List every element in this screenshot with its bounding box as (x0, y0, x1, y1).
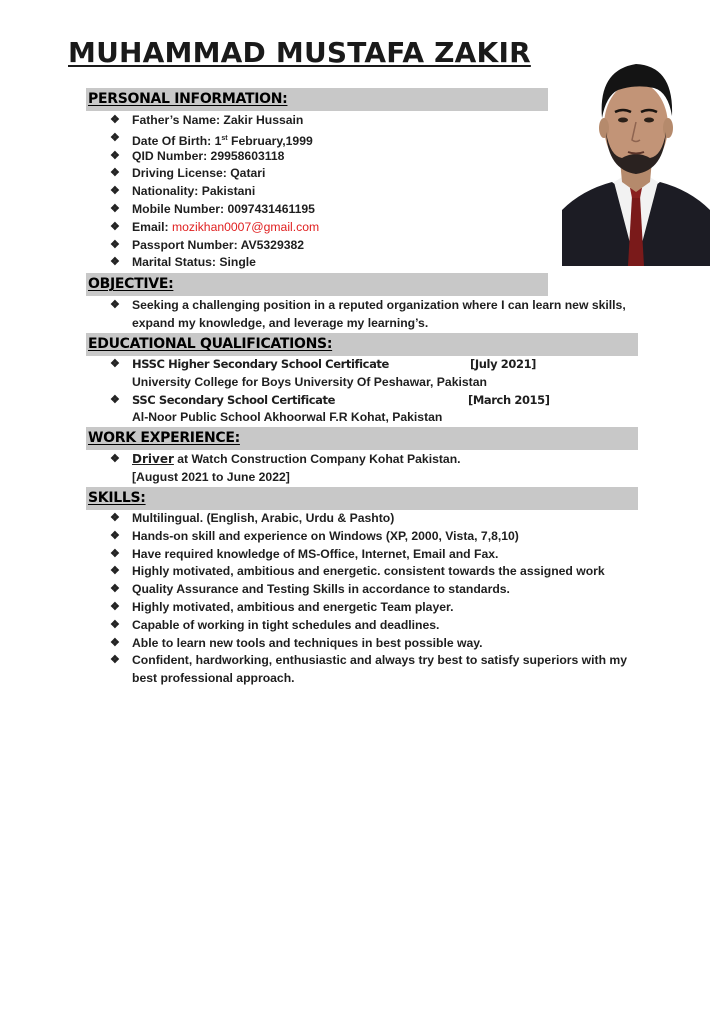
date-of-birth-suffix: st (221, 134, 228, 142)
skill-text: Highly motivated, ambitious and energetic Team player. (132, 599, 454, 614)
skill-text: Have required knowledge of MS-Office, Internet, Email and Fax. (132, 546, 499, 561)
fathers-name: Father’s Name: Zakir Hussain (132, 113, 304, 127)
list-item (110, 652, 632, 688)
work-period: [August 2021 to June 2022] (132, 469, 290, 484)
date-of-birth-label: Date Of Birth: 1 (132, 133, 222, 148)
work-experience-list (110, 451, 461, 487)
bullet-icon: ❖ (110, 238, 120, 251)
skill-text: Multilingual. (English, Arabic, Urdu & Pashto) (132, 511, 395, 525)
list-item (110, 563, 640, 581)
list-item (110, 254, 319, 272)
nationality: Nationality: Pakistani (132, 184, 256, 199)
work-company: at Watch Construction Company Kohat Pakistan. (173, 452, 461, 466)
bullet-icon: ❖ (110, 114, 120, 126)
list-item (110, 581, 640, 599)
list-item (110, 599, 640, 617)
list-item (110, 356, 570, 374)
bullet-icon: ❖ (110, 299, 120, 311)
bullet-icon: ❖ (110, 600, 120, 613)
list-item (110, 469, 461, 487)
date-of-birth-value: February,1999 (227, 133, 313, 148)
bullet-icon: ❖ (110, 654, 120, 667)
list-item (110, 510, 640, 528)
list-item (110, 219, 319, 237)
list-item (110, 112, 319, 130)
email-label: Email: (132, 219, 172, 234)
education-date: [July 2021] (470, 357, 537, 371)
bullet-icon: ❖ (110, 131, 120, 144)
list-item (110, 392, 570, 410)
bullet-icon: ❖ (110, 202, 120, 215)
bullet-icon: ❖ (110, 583, 120, 596)
skill-text: Highly motivated, ambitious and energetic. consistent towards the assigned work (132, 564, 605, 579)
education-institute: University College for Boys University Of Peshawar, Pakistan (132, 374, 487, 389)
list-item (110, 165, 319, 183)
email-link[interactable]: mozikhan0007@gmail.com (171, 219, 320, 234)
section-educational-qualifications: EDUCATIONAL QUALIFICATIONS: (86, 333, 638, 356)
skill-text: Hands-on skill and experience on Windows (XP, 2000, Vista, 7,8,10) (132, 528, 519, 543)
list-item (110, 237, 319, 255)
list-item (110, 183, 319, 201)
bullet-icon: ❖ (110, 393, 120, 406)
education-title: HSSC Higher Secondary School Certificate (132, 357, 389, 371)
list-item (110, 130, 319, 148)
list-item (110, 374, 570, 392)
bullet-icon: ❖ (110, 220, 120, 233)
list-item (110, 635, 640, 653)
bullet-icon: ❖ (110, 512, 120, 524)
objective-list (110, 297, 630, 333)
section-work-experience: WORK EXPERIENCE: (86, 427, 638, 450)
education-list (110, 356, 570, 427)
skill-text: Confident, hardworking, enthusiastic and always try best to satisfy superiors with my best professional approach. (132, 653, 628, 686)
section-skills: SKILLS: (86, 487, 638, 510)
personal-information-list (110, 112, 319, 272)
bullet-icon: ❖ (110, 565, 120, 578)
section-objective: OBJECTIVE: (86, 273, 548, 296)
mobile-number: Mobile Number: 0097431461195 (132, 201, 315, 216)
list-item (110, 148, 319, 166)
bullet-icon: ❖ (110, 185, 120, 198)
bullet-icon: ❖ (110, 149, 120, 162)
bullet-icon: ❖ (110, 358, 120, 370)
list-item (110, 528, 640, 546)
skills-list (110, 510, 640, 688)
list-item (110, 451, 461, 469)
marital-status: Marital Status: Single (132, 255, 256, 270)
resume-name: MUHAMMAD MUSTAFA ZAKIR (68, 36, 531, 69)
driving-license: Driving License: Qatari (132, 166, 266, 181)
list-item (110, 297, 630, 333)
work-role: Driver (132, 452, 174, 466)
skill-text: Capable of working in tight schedules and deadlines. (132, 617, 440, 632)
profile-photo-portrait (562, 40, 710, 266)
bullet-icon: ❖ (110, 453, 120, 465)
objective-text: Seeking a challenging position in a reputed organization where I can learn new skills, expand my knowledge, and leverage my learning’s. (132, 298, 626, 330)
list-item (110, 546, 640, 564)
passport-number: Passport Number: AV5329382 (132, 237, 305, 252)
bullet-icon: ❖ (110, 167, 120, 180)
list-item (110, 409, 570, 427)
bullet-icon: ❖ (110, 618, 120, 631)
education-title: SSC Secondary School Certificate (132, 392, 336, 407)
skill-text: Able to learn new tools and techniques in best possible way. (132, 635, 483, 650)
education-date: [March 2015] (468, 392, 550, 407)
bullet-icon: ❖ (110, 256, 120, 269)
qid-number: QID Number: 29958603118 (132, 148, 285, 163)
list-item (110, 617, 640, 635)
list-item (110, 201, 319, 219)
bullet-icon: ❖ (110, 547, 120, 560)
profile-photo (562, 40, 710, 266)
section-personal-information: PERSONAL INFORMATION: (86, 88, 548, 111)
skill-text: Quality Assurance and Testing Skills in accordance to standards. (132, 582, 510, 597)
education-institute: Al-Noor Public School Akhoorwal F.R Kohat, Pakistan (132, 410, 443, 425)
bullet-icon: ❖ (110, 529, 120, 542)
bullet-icon: ❖ (110, 636, 120, 649)
